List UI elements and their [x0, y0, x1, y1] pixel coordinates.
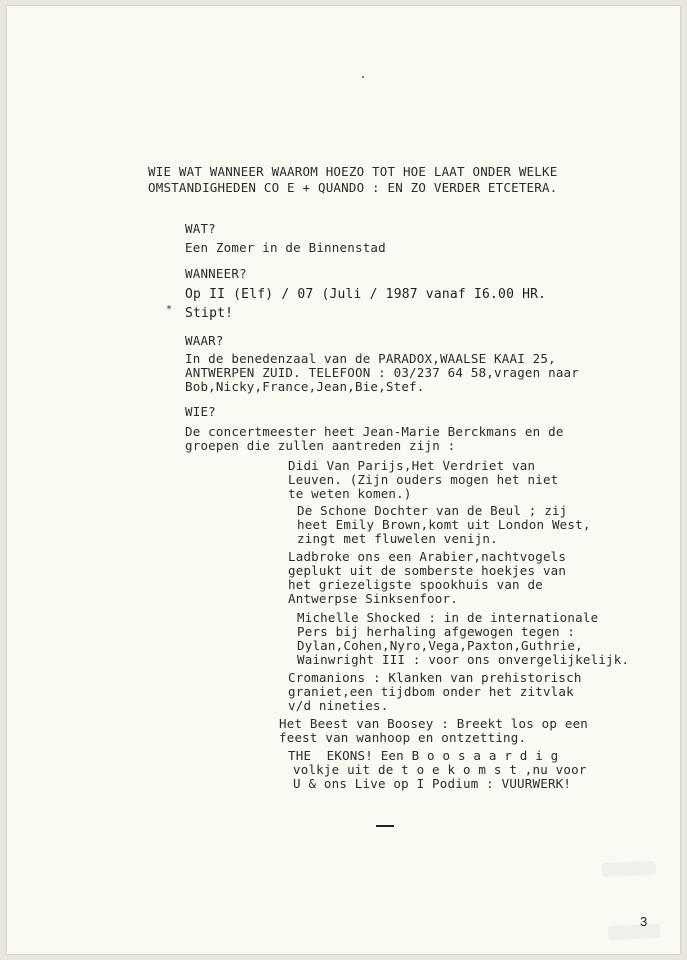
faint-stamp: [602, 861, 656, 877]
wanneer-line-2: Stipt!: [185, 306, 234, 321]
end-dash: [376, 825, 394, 827]
page-number: 3: [640, 914, 648, 929]
band-michelle-line-2: Pers bij herhaling afgewogen tegen :: [297, 624, 576, 639]
band-didi-line-2: Leuven. (Zijn ouders mogen het niet: [288, 472, 559, 487]
asterisk-mark: *: [166, 304, 173, 315]
waar-line-2: ANTWERPEN ZUID. TELEFOON : 03/237 64 58,vragen naar: [185, 365, 580, 380]
wie-line-2: groepen die zullen aantreden zijn :: [185, 438, 456, 453]
heading-wanneer: WANNEER?: [185, 266, 247, 281]
band-michelle-line-3: Dylan,Cohen,Nyro,Vega,Paxton,Guthrie,: [297, 638, 583, 653]
speck: [362, 76, 364, 78]
heading-wie: WIE?: [185, 404, 216, 419]
waar-line-3: Bob,Nicky,France,Jean,Bie,Stef.: [185, 379, 425, 394]
band-michelle-line-4: Wainwright III : voor ons onvergelijkelijk.: [297, 652, 630, 667]
band-mekons-line-1: THE EKONS! Een B o o s a a r d i g: [288, 748, 559, 763]
band-cromanions-line-3: v/d nineties.: [288, 698, 389, 713]
band-beest-line-1: Het Beest van Boosey : Breekt los op een: [279, 716, 589, 731]
band-mekons-line-3: U & ons Live op I Podium : VUURWERK!: [293, 776, 572, 791]
wanneer-line-1: Op II (Elf) / 07 (Juli / 1987 vanaf I6.00 HR.: [185, 287, 547, 302]
band-didi-line-3: te weten komen.): [288, 486, 412, 501]
band-cromanions-line-2: graniet,een tijdbom onder het zitvlak: [288, 684, 574, 699]
band-cromanions-line-1: Cromanions : Klanken van prehistorisch: [288, 670, 582, 685]
band-ladbroke-line-4: Antwerpse Sinksenfoor.: [288, 591, 458, 606]
waar-line-1: In de benedenzaal van de PARADOX,WAALSE KAAI 25,: [185, 351, 556, 366]
heading-wat: WAT?: [185, 221, 216, 236]
band-mekons-line-2: volkje uit de t o e k o m s t ,nu voor: [293, 762, 587, 777]
band-michelle-line-1: Michelle Shocked : in de internationale: [297, 610, 599, 625]
band-ladbroke-line-1: Ladbroke ons een Arabier,nachtvogels: [288, 549, 567, 564]
band-schone-line-1: De Schone Dochter van de Beul ; zij: [297, 503, 568, 518]
intro-line-2: OMSTANDIGHEDEN CO E + QUANDO : EN ZO VERDER ETCETERA.: [148, 180, 558, 195]
band-ladbroke-line-2: geplukt uit de somberste hoekjes van: [288, 563, 567, 578]
intro-line-1: WIE WAT WANNEER WAAROM HOEZO TOT HOE LAAT ONDER WELKE: [148, 164, 558, 179]
wie-line-1: De concertmeester heet Jean-Marie Berckmans en de: [185, 424, 564, 439]
heading-waar: WAAR?: [185, 333, 224, 348]
band-didi-line-1: Didi Van Parijs,Het Verdriet van: [288, 458, 536, 473]
band-beest-line-2: feest van wanhoop en ontzetting.: [279, 730, 527, 745]
band-schone-line-3: zingt met fluwelen venijn.: [297, 531, 498, 546]
band-ladbroke-line-3: het griezeligste spookhuis van de: [288, 577, 543, 592]
faint-stamp-lower: [608, 924, 661, 941]
wat-text: Een Zomer in de Binnenstad: [185, 240, 386, 255]
band-schone-line-2: heet Emily Brown,komt uit London West,: [297, 517, 591, 532]
